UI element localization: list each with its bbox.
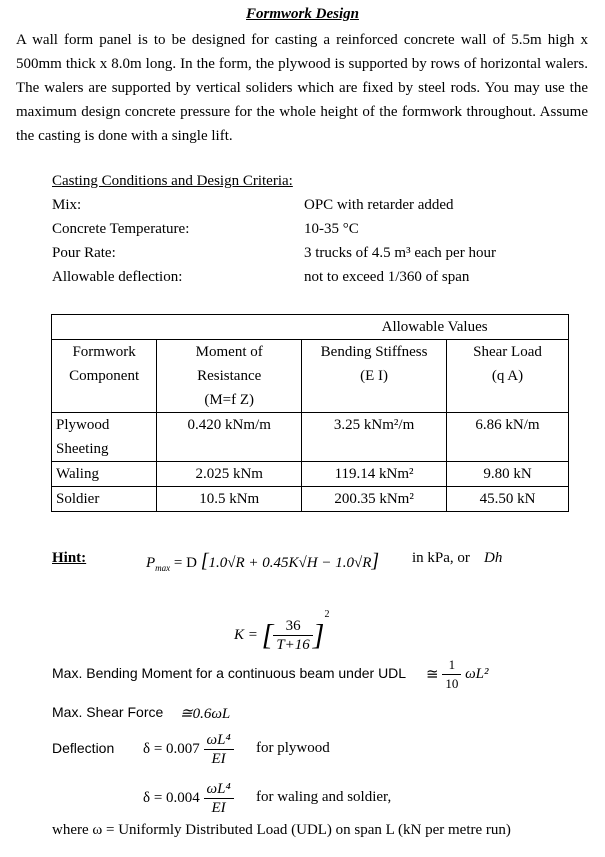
- pmax-part1: 1.0√R + 0.45K√H − 1.0√R: [208, 555, 372, 571]
- criteria-value-deflection: not to exceed 1/360 of span: [304, 269, 470, 285]
- defl2-num: ωL⁴: [204, 780, 234, 799]
- row-plywood-component-1: Plywood: [52, 413, 157, 438]
- bracket-right: ]: [371, 550, 380, 572]
- criteria-label-pour-rate: Pour Rate:: [52, 245, 116, 261]
- where-text: where ω = Uniformly Distributed Load (UDL) on span L (kN per metre run): [52, 822, 511, 838]
- row-plywood-stiffness: 3.25 kNm²/m: [302, 413, 447, 438]
- shear-text: Max. Shear Force: [52, 704, 164, 720]
- deflection-waling-formula: [143, 780, 234, 817]
- moment-formula: [426, 656, 489, 693]
- moment-tail: ωL²: [465, 666, 489, 682]
- moment-fraction: [442, 656, 461, 693]
- row-soldier-moment: 10.5 kNm: [157, 487, 302, 512]
- defl2-den: EI: [211, 800, 226, 816]
- intro-paragraph: A wall form panel is to be designed for casting a reinforced concrete wall of 5.5m high x 500mm thick x 8.0m long. In the form, the plywood is supported by rows of horizontal walers. The walers are supported by vertical soliders which are fixed by steel rods. You may use the maximum design concrete pressure for the whole height of the formwork throughout. Assume the casting is done with a single lift.: [16, 32, 588, 144]
- header-moment-2: Resistance: [157, 364, 302, 388]
- header-component-2: Component: [52, 364, 157, 388]
- criteria-label-deflection: Allowable deflection:: [52, 269, 183, 285]
- header-component-1: Formwork: [52, 340, 157, 365]
- moment-num: 1: [442, 656, 461, 675]
- criteria-heading: Casting Conditions and Design Criteria:: [52, 173, 293, 189]
- deflection-plywood-formula: [143, 731, 234, 768]
- pmax-lhs: P: [146, 555, 156, 571]
- deflection-label: Deflection: [52, 740, 115, 756]
- moment-text: Max. Bending Moment for a continuous beam under UDL: [52, 665, 407, 681]
- row-plywood-shear: 6.86 kN/m: [447, 413, 569, 438]
- criteria-value-mix: OPC with retarder added: [304, 197, 454, 213]
- pmax-alt: Dh: [484, 550, 503, 566]
- row-waling-moment: 2.025 kNm: [157, 462, 302, 487]
- table-row: [52, 413, 569, 438]
- pmax-tail: in kPa, or: [412, 550, 470, 566]
- k-fraction: [273, 617, 312, 654]
- page-title: Formwork Design: [246, 6, 359, 22]
- defl1-num: ωL⁴: [204, 731, 234, 750]
- group-header: Allowable Values: [302, 315, 569, 340]
- k-formula: [234, 609, 329, 654]
- table-row: [52, 487, 569, 512]
- header-shear-2: (q A): [447, 364, 569, 388]
- k-num: 36: [273, 617, 312, 636]
- row-soldier-shear: 45.50 kN: [447, 487, 569, 512]
- header-moment-3: (M=f Z): [157, 388, 302, 413]
- row-soldier-component: Soldier: [52, 487, 157, 512]
- header-shear-1: Shear Load: [447, 340, 569, 365]
- defl2-tail: for waling and soldier,: [256, 789, 392, 805]
- pmax-sub: max: [155, 563, 171, 573]
- moment-den: 10: [445, 676, 459, 691]
- k-bracket-right: ]: [312, 618, 325, 652]
- criteria-label-temperature: Concrete Temperature:: [52, 221, 190, 237]
- pmax-eq: = D: [173, 555, 197, 571]
- defl2-fraction: [204, 780, 234, 817]
- header-stiffness-1: Bending Stiffness: [302, 340, 447, 365]
- criteria-value-pour-rate: 3 trucks of 4.5 m³ each per hour: [304, 245, 496, 261]
- row-soldier-stiffness: 200.35 kNm²: [302, 487, 447, 512]
- defl1-den: EI: [211, 751, 226, 767]
- k-lhs: K =: [234, 627, 258, 644]
- shear-formula: ≅0.6ωL: [180, 706, 231, 722]
- k-den: T+16: [276, 637, 310, 654]
- hint-label: Hint:: [52, 550, 87, 566]
- row-waling-shear: 9.80 kN: [447, 462, 569, 487]
- pmax-formula: [146, 550, 379, 573]
- header-stiffness-2: (E I): [302, 364, 447, 388]
- allowable-values-table: [51, 314, 569, 512]
- k-exp: 2: [324, 609, 330, 620]
- defl1-fraction: [204, 731, 234, 768]
- bracket-left: [: [200, 550, 209, 572]
- table-row: [52, 462, 569, 487]
- k-bracket-left: [: [261, 618, 274, 652]
- row-plywood-moment: 0.420 kNm/m: [157, 413, 302, 438]
- defl1-tail: for plywood: [256, 740, 330, 756]
- row-waling-stiffness: 119.14 kNm²: [302, 462, 447, 487]
- criteria-value-temperature: 10-35 °C: [304, 221, 359, 237]
- moment-approx: ≅: [426, 667, 439, 683]
- row-waling-component: Waling: [52, 462, 157, 487]
- header-moment-1: Moment of: [157, 340, 302, 365]
- defl1-lhs: δ = 0.007: [143, 741, 200, 757]
- row-plywood-component-2: Sheeting: [52, 437, 157, 462]
- criteria-label-mix: Mix:: [52, 197, 82, 213]
- defl2-lhs: δ = 0.004: [143, 790, 200, 806]
